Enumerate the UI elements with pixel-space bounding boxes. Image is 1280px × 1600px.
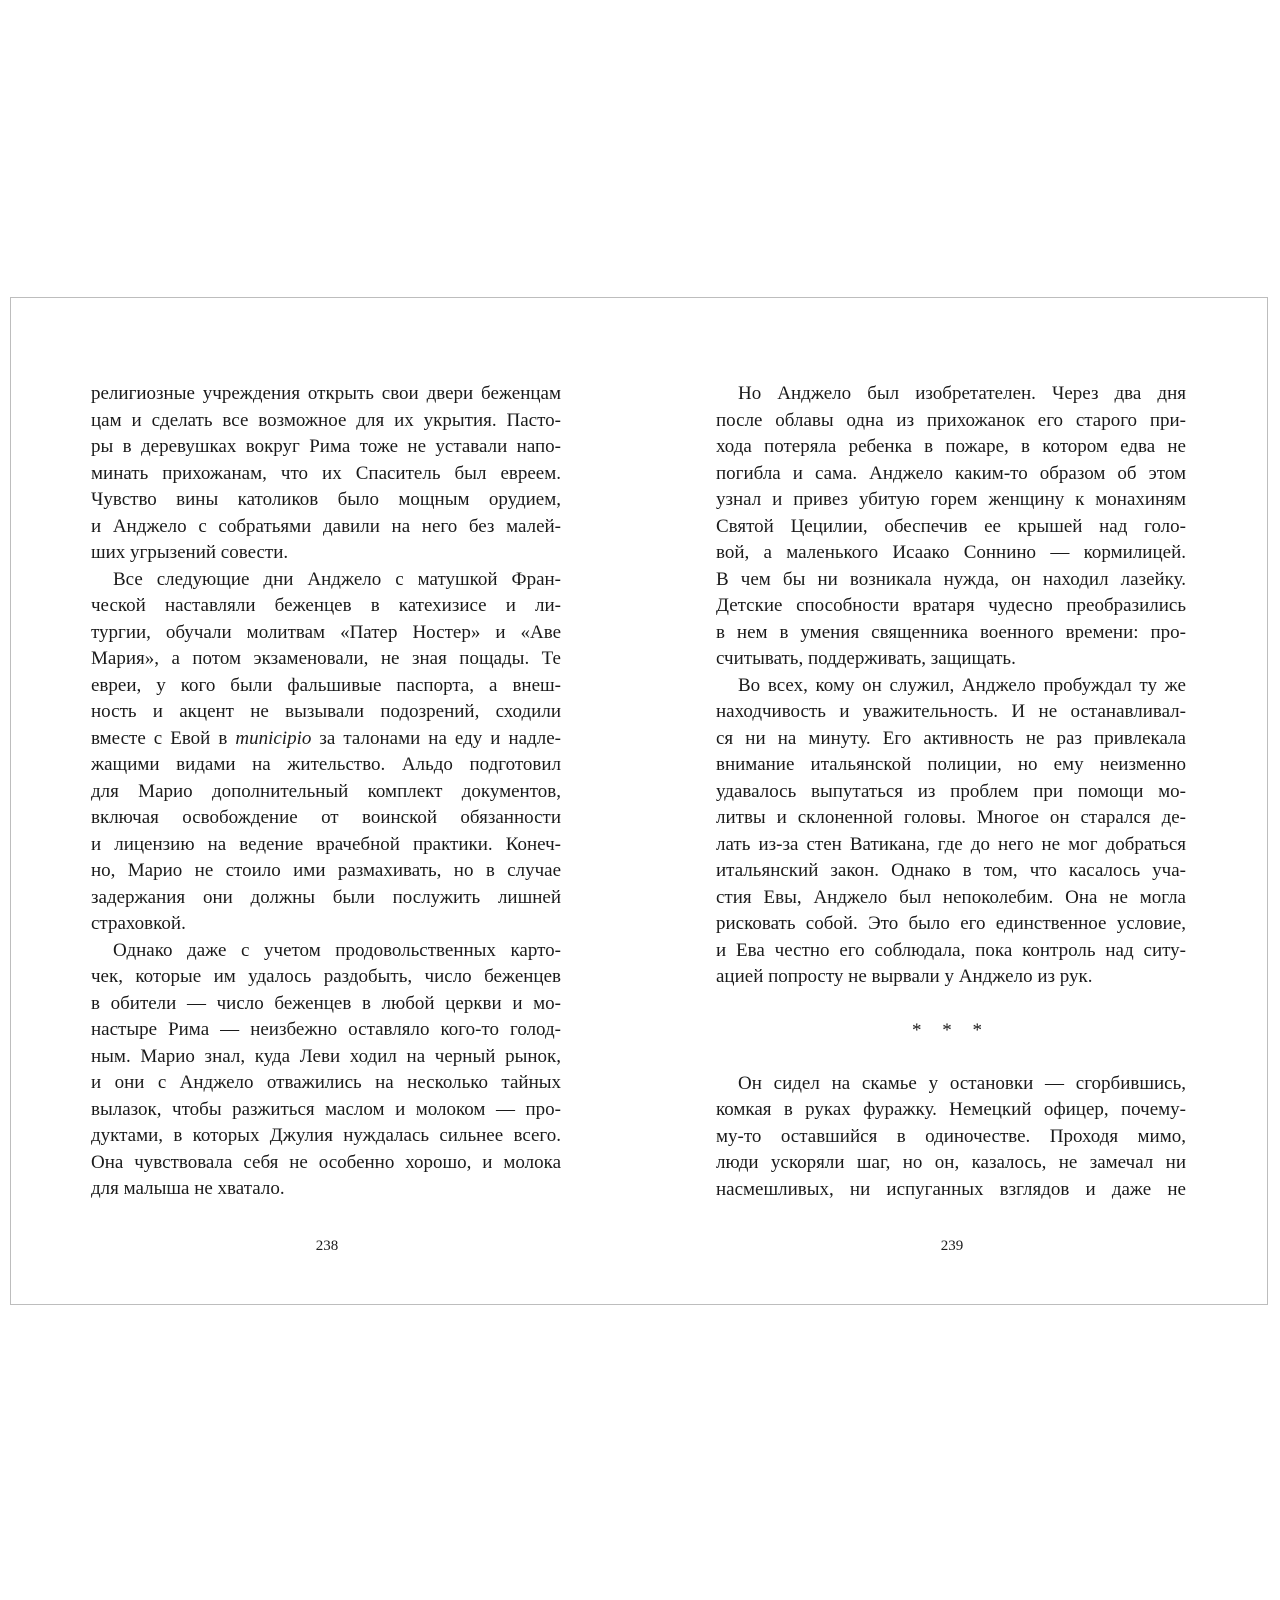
book-spread (10, 297, 1268, 1305)
text-line: страховкой. (91, 913, 186, 934)
text-line: му-то оставшийся в одиночестве. Проходя мимо, (716, 1125, 1186, 1147)
text-fragment: вместе с Евой в (91, 727, 236, 749)
text-line: ность и акцент не вызывали подозрений, сходили (91, 701, 561, 722)
text-line: ным. Марио знал, куда Леви ходил на черный рынок, (91, 1045, 561, 1067)
text-line: рисковать собой. Это было его единственное условие, (716, 913, 1186, 934)
text-line: минать прихожанам, что их Спаситель был евреем. (91, 462, 561, 484)
text-line: после облавы одна из прихожанок его старого при- (716, 409, 1186, 431)
text-line: ся ни на минуту. Его активность не раз привлекала (716, 727, 1186, 749)
text-line: стия Евы, Анджело был непоколебим. Она не могла (716, 886, 1186, 908)
text-line: настыре Рима — неизбежно оставляло кого-то голод- (91, 1019, 561, 1040)
text-line: люди ускоряли шаг, но он, казалось, не замечал ни (716, 1152, 1186, 1173)
text-line: дуктами, в которых Джулия нуждалась сильнее всего. (91, 1125, 561, 1146)
text-line: включая освобождение от воинской обязанности (91, 807, 561, 828)
text-line: и Ева честно его соблюдала, пока контроль над ситу- (716, 939, 1186, 961)
text-line: Мария», а потом экзаменовали, не зная пощады. Те (91, 648, 561, 669)
left-page-body (91, 381, 561, 1203)
text-line: Однако даже с учетом продовольственных карто- (113, 939, 561, 961)
right-page-body (716, 381, 1186, 1203)
text-line: В чем бы ни возникала нужда, он находил лазейку. (716, 568, 1186, 590)
text-line: и лицензию на ведение врачебной практики. Конеч- (91, 833, 561, 855)
text-line: вылазок, чтобы разжиться маслом и молоком — про- (91, 1098, 561, 1120)
text-line: чек, которые им удалось раздобыть, число беженцев (91, 966, 561, 987)
text-line: насмешливых, ни испуганных взглядов и даже не (716, 1178, 1186, 1200)
text-line: погибла и сама. Анджело каким-то образом об этом (716, 462, 1186, 484)
text-line: ших угрызений совести. (91, 542, 289, 563)
text-line: евреи, у кого были фальшивые паспорта, а внеш- (91, 674, 561, 696)
text-line: Но Анджело был изобретателен. Через два дня (738, 383, 1186, 404)
text-line: цам и сделать все возможное для их укрытия. Пасто- (91, 409, 561, 431)
text-line: итальянский закон. Однако в том, что касалось уча- (716, 860, 1186, 881)
text-line: ры в деревушках вокруг Рима тоже не уставали напо- (91, 436, 561, 457)
text-line: для малыша не хватало. (91, 1178, 285, 1199)
text-line: Чувство вины католиков было мощным орудием, (91, 489, 561, 510)
text-line: литвы и склоненной головы. Многое он старался де- (716, 807, 1186, 828)
text-line: Все следующие дни Анджело с матушкой Фран- (113, 568, 561, 590)
text-fragment: за талонами на еду и надле- (311, 727, 561, 749)
text-line: задержания они должны были послужить лишней (91, 886, 561, 908)
text-line: узнал и привез убитую горем женщину к монахиням (716, 489, 1186, 510)
left-page-number: 238 (315, 1238, 339, 1254)
text-line: Она чувствовала себя не особенно хорошо, и молока (91, 1151, 561, 1173)
italic-word: municipio (235, 727, 312, 749)
text-line: ческой наставляли беженцев в катехизисе и ли- (91, 595, 561, 616)
text-line: лать из-за стен Ватикана, где до него не мог добраться (716, 833, 1186, 855)
text-line: Детские способности вратаря чудесно преобразились (716, 595, 1186, 616)
text-line: но, Марио не стоило ими размахивать, но в случае (91, 860, 561, 881)
text-line: Во всех, кому он служил, Анджело пробуждал ту же (738, 674, 1186, 696)
text-line: считывать, поддерживать, защищать. (716, 648, 1016, 669)
section-separator: * * * (912, 1019, 990, 1041)
text-line: удавалось выпутаться из проблем при помощи мо- (716, 780, 1186, 802)
text-line: религиозные учреждения открыть свои двери беженцам (91, 383, 561, 404)
text-line: внимание итальянской полиции, но ему неизменно (716, 754, 1186, 775)
text-line: комкая в руках фуражку. Немецкий офицер, почему- (716, 1099, 1186, 1120)
text-line: вой, а маленького Исаако Соннино — кормилицей. (716, 542, 1186, 563)
text-line: Он сидел на скамье у остановки — сгорбившись, (738, 1072, 1186, 1094)
text-line: жащими видами на жительство. Альдо подготовил (91, 754, 561, 775)
text-line: Святой Цецилии, обеспечив ее крышей над голо- (716, 515, 1186, 537)
text-line: и Анджело с собратьями давили на него без малей- (91, 515, 561, 537)
text-line: и они с Анджело отважились на несколько тайных (91, 1072, 561, 1093)
text-line: в нем в умения священника военного времени: про- (716, 621, 1186, 643)
text-line: для Марио дополнительный комплект документов, (91, 780, 561, 802)
text-line: в обители — число беженцев в любой церкви и мо- (91, 992, 561, 1014)
text-line (91, 726, 561, 753)
text-line: находчивость и уважительность. И не останавливал- (716, 701, 1186, 722)
text-line: тургии, обучали молитвам «Патер Ностер» и «Аве (91, 621, 561, 643)
right-page-text-bottom (716, 1071, 1186, 1204)
text-line: ацией попросту не вырвали у Анджело из рук. (716, 966, 1093, 987)
text-line: хода потеряла ребенка в пожаре, в котором едва не (716, 436, 1186, 457)
right-page-number: 239 (940, 1238, 964, 1254)
right-page-text-top (716, 381, 1186, 991)
